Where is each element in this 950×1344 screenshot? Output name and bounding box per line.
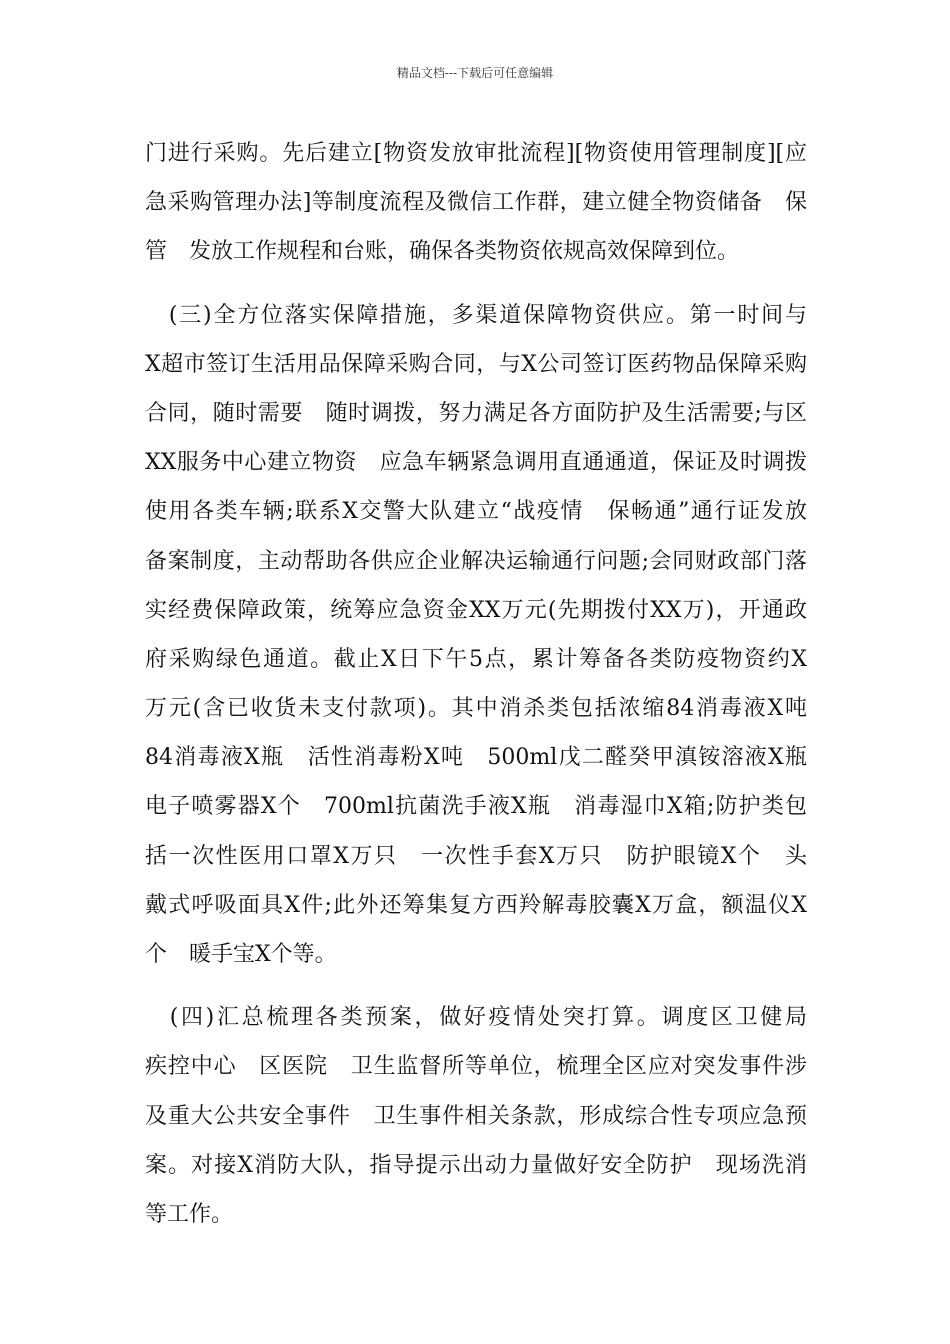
text-line: 急采购管理办法]等制度流程及微信工作群，建立健全物资储备 保 <box>145 190 807 216</box>
text-line: 万元(含已收货未支付款项)。其中消杀类包括浓缩84消毒液X吨 <box>145 696 807 722</box>
text-line: 合同，随时需要 随时调拨，努力满足各方面防护及生活需要;与区 <box>145 400 807 426</box>
text-line: 府采购绿色通道。截止X日下午5点，累计筹备各类防疫物资约X <box>145 646 807 672</box>
text-line: X超市签订生活用品保障采购合同，与X公司签订医药物品保障采购 <box>145 351 807 377</box>
text-line: 门进行采购。先后建立[物资发放审批流程][物资使用管理制度][应 <box>145 141 807 166</box>
text-line: 管 发放工作规程和台账，确保各类物资依规高效保障到位。 <box>145 239 740 265</box>
document-body <box>145 129 807 1239</box>
text-line: XX服务中心建立物资 应急车辆紧急调用直通通道，保证及时调拨 <box>145 450 807 476</box>
paragraph-1 <box>145 129 807 277</box>
text-line: 电子喷雾器X个 700ml抗菌洗手液X瓶 消毒湿巾X箱;防护类包 <box>145 794 807 820</box>
text-line: 实经费保障政策，统筹应急资金XX万元(先期拨付XX万)，开通政 <box>145 597 807 623</box>
text-line: 使用各类车辆;联系X交警大队建立“战疫情 保畅通”通行证发放 <box>145 499 807 525</box>
text-line: 疾控中心 区医院 卫生监督所等单位，梳理全区应对突发事件涉 <box>145 1054 807 1080</box>
text-line: (四)汇总梳理各类预案，做好疫情处突打算。调度区卫健局 <box>145 1005 807 1031</box>
text-line: 括一次性医用口罩X万只 一次性手套X万只 防护眼镜X个 头 <box>145 843 807 869</box>
text-line: 等工作。 <box>145 1201 234 1227</box>
text-line: (三)全方位落实保障措施，多渠道保障物资供应。第一时间与 <box>145 302 807 328</box>
page-header: 精品文档---下载后可任意编辑 <box>396 66 554 80</box>
text-line: 84消毒液X瓶 活性消毒粉X吨 500ml戊二醛癸甲滇铵溶液X瓶 <box>145 745 807 771</box>
text-line: 个 暖手宝X个等。 <box>145 942 337 967</box>
text-line: 及重大公共安全事件 卫生事件相关条款，形成综合性专项应急预 <box>145 1103 807 1129</box>
text-line: 备案制度，主动帮助各供应企业解决运输通行问题;会同财政部门落 <box>145 548 807 574</box>
text-line: 戴式呼吸面具X件;此外还筹集复方西羚解毒胶囊X万盒，额温仪X <box>145 892 807 918</box>
text-line: 案。对接X消防大队，指导提示出动力量做好安全防护 现场洗消 <box>145 1152 807 1178</box>
paragraph-2 <box>145 291 807 980</box>
paragraph-3 <box>145 993 807 1239</box>
